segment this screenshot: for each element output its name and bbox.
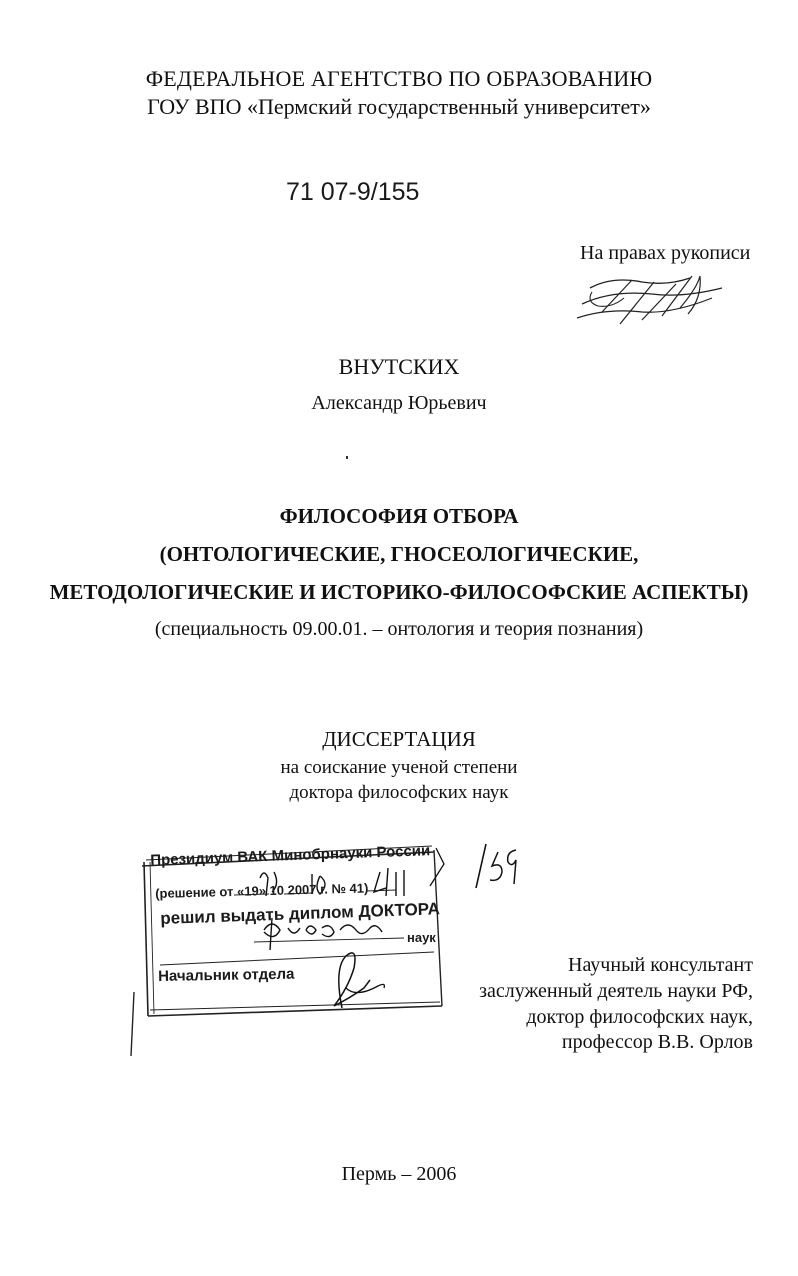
consultant-role: Научный консультант <box>568 954 753 976</box>
dissertation-subtitle-line1: (ОНТОЛОГИЧЕСКИЕ, ГНОСЕОЛОГИЧЕСКИЕ, <box>159 542 639 566</box>
shelfmark: 71 07-9/155 <box>286 178 420 206</box>
stamp-line-diploma: решил выдать диплом ДОКТОРА <box>160 899 441 928</box>
agency-name: ФЕДЕРАЛЬНОЕ АГЕНТСТВО ПО ОБРАЗОВАНИЮ <box>145 66 653 91</box>
stamp-line-decision: (решение от «19» 10 2007 г. № 41) <box>155 880 369 901</box>
consultant-title2: доктор философских наук, <box>526 1006 753 1028</box>
city-year: Пермь – 2006 <box>341 1163 457 1185</box>
stamp-line-sciences: наук <box>407 930 436 945</box>
stamp-line-head: Начальник отдела <box>158 965 295 985</box>
specialty-line: (специальность 09.00.01. – онтология и теория познания) <box>154 618 644 640</box>
margin-stroke <box>126 990 138 1060</box>
scan-speck <box>346 456 348 459</box>
university-name: ГОУ ВПО «Пермский государственный университет» <box>147 94 651 119</box>
consultant-name: профессор В.В. Орлов <box>561 1031 753 1053</box>
consultant-title1: заслуженный деятель науки РФ, <box>479 980 753 1002</box>
degree-line2: доктора философских наук <box>289 782 509 803</box>
author-given-names: Александр Юрьевич <box>311 392 487 414</box>
dissertation-title: ФИЛОСОФИЯ ОТБОРА <box>279 504 519 528</box>
dissertation-subtitle-line2: МЕТОДОЛОГИЧЕСКИЕ И ИСТОРИКО-ФИЛОСОФСКИЕ АСПЕКТЫ) <box>49 580 749 604</box>
stamp-line-presidium: Президиум ВАК Минобрнауки России <box>150 842 431 869</box>
handwritten-number <box>472 842 522 892</box>
author-signature <box>572 268 732 330</box>
document-type: ДИССЕРТАЦИЯ <box>322 727 476 751</box>
manuscript-note: На правах рукописи <box>580 242 751 264</box>
author-surname: ВНУТСКИХ <box>338 354 460 379</box>
degree-line1: на соискание ученой степени <box>280 757 518 778</box>
